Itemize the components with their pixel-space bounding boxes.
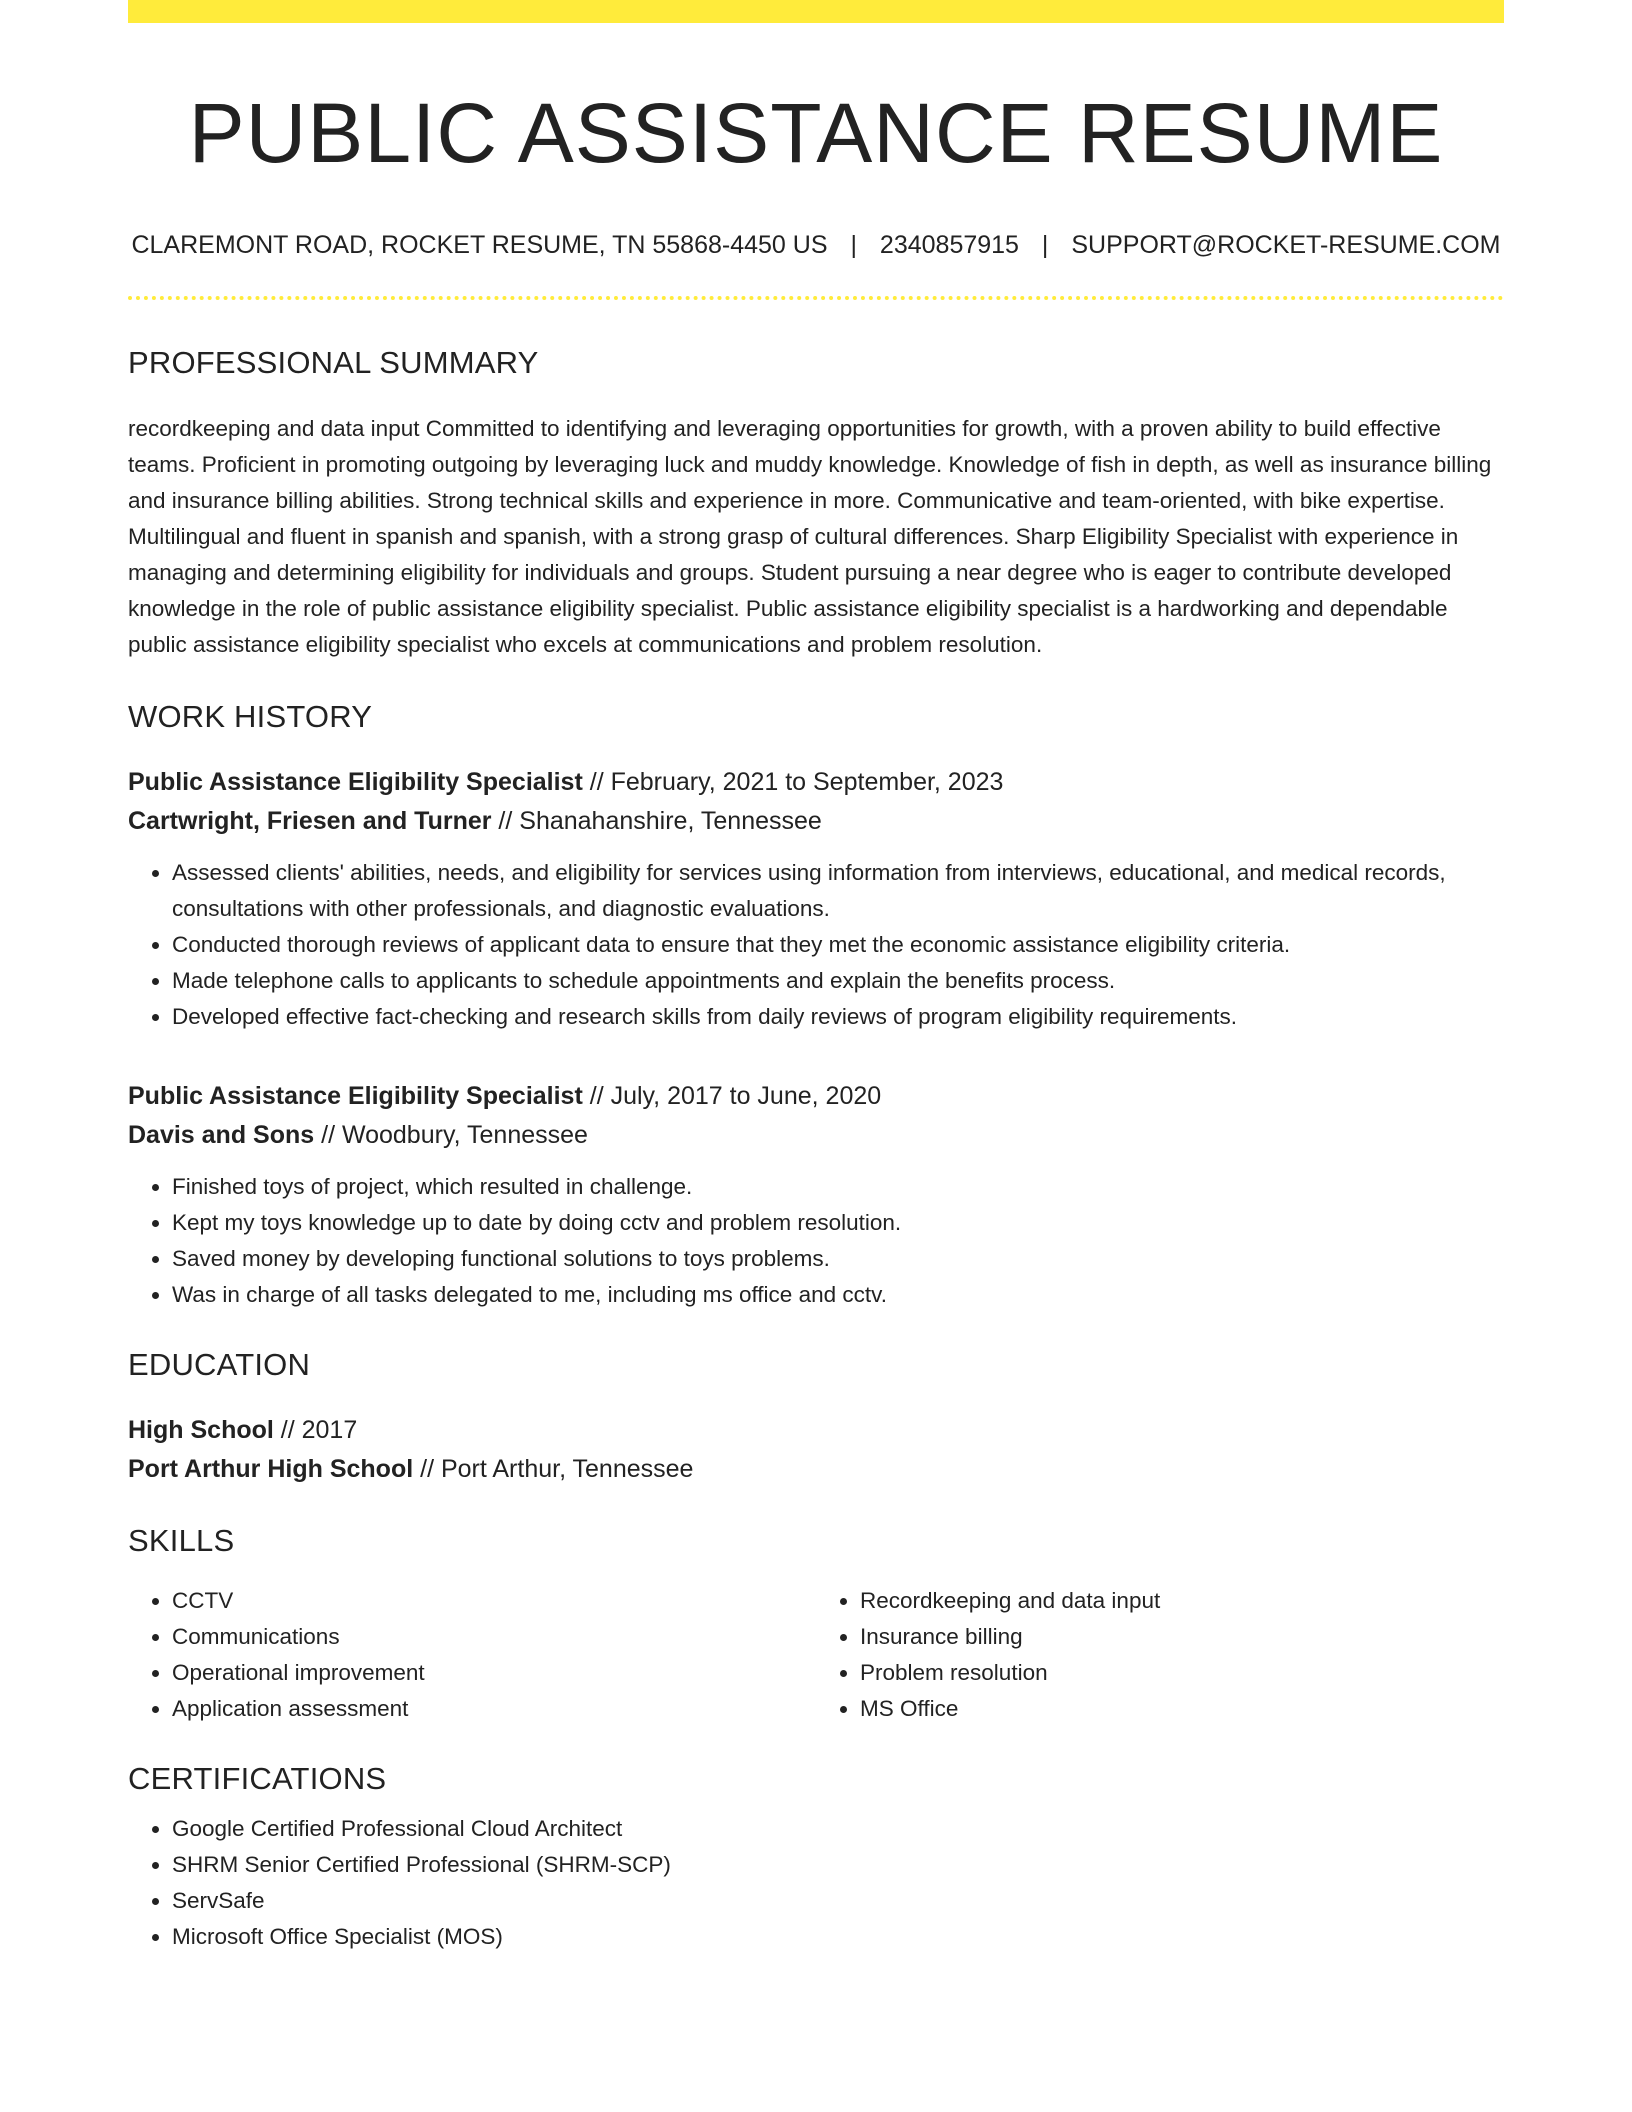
job-bullets	[128, 1169, 1504, 1313]
list-item: • Communications	[172, 1619, 816, 1655]
list-item: • Made telephone calls to applicants to schedule appointments and explain the benefits process.	[172, 963, 1504, 999]
list-item: • Assessed clients' abilities, needs, and eligibility for services using information from interviews, educational, and medical records, consultations with other professionals, and diagnostic evaluations.	[172, 855, 1504, 927]
list-item: • Was in charge of all tasks delegated to me, including ms office and cctv.	[172, 1277, 1504, 1313]
summary-paragraph: recordkeeping and data input Committed to identifying and leveraging opportunities for growth, with a proven ability to build effective teams. Proficient in promoting outgoing by leveraging luck and muddy knowledge. Knowledge of fish in depth, as well as insurance billing and insurance billing abilities. Strong technical skills and experience in more. Communicative and team-oriented, with bike expertise. Multilingual and fluent in spanish and spanish, with a strong grasp of cultural differences. Sharp Eligibility Specialist with experience in managing and determining eligibility for individuals and groups. Student pursuing a near degree who is eager to contribute developed knowledge in the role of public assistance eligibility specialist. Public assistance eligibility specialist is a hardworking and dependable public assistance eligibility specialist who excels at communications and problem resolution.	[128, 416, 1492, 658]
education-degree: High School	[128, 1416, 274, 1445]
list-item: • Operational improvement	[172, 1655, 816, 1691]
job-location: // Shanahanshire, Tennessee	[491, 807, 822, 836]
section-title-work-history: WORK HISTORY	[128, 699, 373, 735]
job-role: Public Assistance Eligibility Specialist	[128, 1082, 583, 1111]
education-school-line	[128, 1450, 1504, 1489]
job-entry	[128, 1077, 1504, 1313]
job-location: // Woodbury, Tennessee	[314, 1121, 588, 1150]
list-item: • CCTV	[172, 1583, 816, 1619]
section-title-certifications: CERTIFICATIONS	[128, 1761, 387, 1797]
resume-page	[128, 0, 1504, 1955]
contact-email: SUPPORT@ROCKET-RESUME.COM	[1071, 231, 1501, 260]
list-item: • Kept my toys knowledge up to date by doing cctv and problem resolution.	[172, 1205, 1504, 1241]
list-item: • Insurance billing	[860, 1619, 1504, 1655]
section-title-summary: PROFESSIONAL SUMMARY	[128, 345, 539, 381]
list-item: • MS Office	[860, 1691, 1504, 1727]
dotted-divider	[128, 292, 1504, 300]
job-company-line	[128, 1116, 1504, 1155]
list-item: • ServSafe	[172, 1883, 1504, 1919]
contact-phone: 2340857915	[879, 231, 1019, 260]
accent-top-bar	[128, 0, 1504, 23]
skills-list-right	[816, 1583, 1504, 1727]
skills-grid	[128, 1583, 1504, 1727]
list-item: • Saved money by developing functional solutions to toys problems.	[172, 1241, 1504, 1277]
job-company: Cartwright, Friesen and Turner	[128, 807, 492, 836]
job-bullets	[128, 855, 1504, 1035]
job-entry	[128, 763, 1504, 1035]
contact-address: CLAREMONT ROAD, ROCKET RESUME, TN 55868-4450 US	[131, 231, 828, 260]
list-item: • Finished toys of project, which resulted in challenge.	[172, 1169, 1504, 1205]
list-item: • Microsoft Office Specialist (MOS)	[172, 1919, 1504, 1955]
job-role-line	[128, 1077, 1504, 1116]
contact-separator: |	[1041, 231, 1049, 260]
education-entry	[128, 1411, 1504, 1489]
list-item: • Google Certified Professional Cloud Architect	[172, 1811, 1504, 1847]
job-role: Public Assistance Eligibility Specialist	[128, 768, 583, 797]
resume-title: PUBLIC ASSISTANCE RESUME	[188, 86, 1444, 180]
job-dates: // February, 2021 to September, 2023	[582, 768, 1004, 797]
certifications-list	[128, 1811, 1504, 1955]
education-location: // Port Arthur, Tennessee	[413, 1455, 694, 1484]
list-item: • Application assessment	[172, 1691, 816, 1727]
list-item: • SHRM Senior Certified Professional (SHRM-SCP)	[172, 1847, 1504, 1883]
contact-line	[128, 231, 1504, 260]
list-item: • Conducted thorough reviews of applicant data to ensure that they met the economic assistance eligibility criteria.	[172, 927, 1504, 963]
section-title-education: EDUCATION	[128, 1347, 311, 1383]
education-school: Port Arthur High School	[128, 1455, 414, 1484]
skills-list-left	[128, 1583, 816, 1727]
list-item: • Developed effective fact-checking and research skills from daily reviews of program eligibility requirements.	[172, 999, 1504, 1035]
job-company: Davis and Sons	[128, 1121, 315, 1150]
list-item: • Problem resolution	[860, 1655, 1504, 1691]
section-title-skills: SKILLS	[128, 1523, 235, 1559]
contact-separator: |	[850, 231, 857, 260]
job-dates: // July, 2017 to June, 2020	[582, 1082, 882, 1111]
job-company-line	[128, 802, 1504, 841]
list-item: • Recordkeeping and data input	[860, 1583, 1504, 1619]
education-year: // 2017	[273, 1416, 358, 1445]
job-role-line	[128, 763, 1504, 802]
education-degree-line	[128, 1411, 1504, 1450]
